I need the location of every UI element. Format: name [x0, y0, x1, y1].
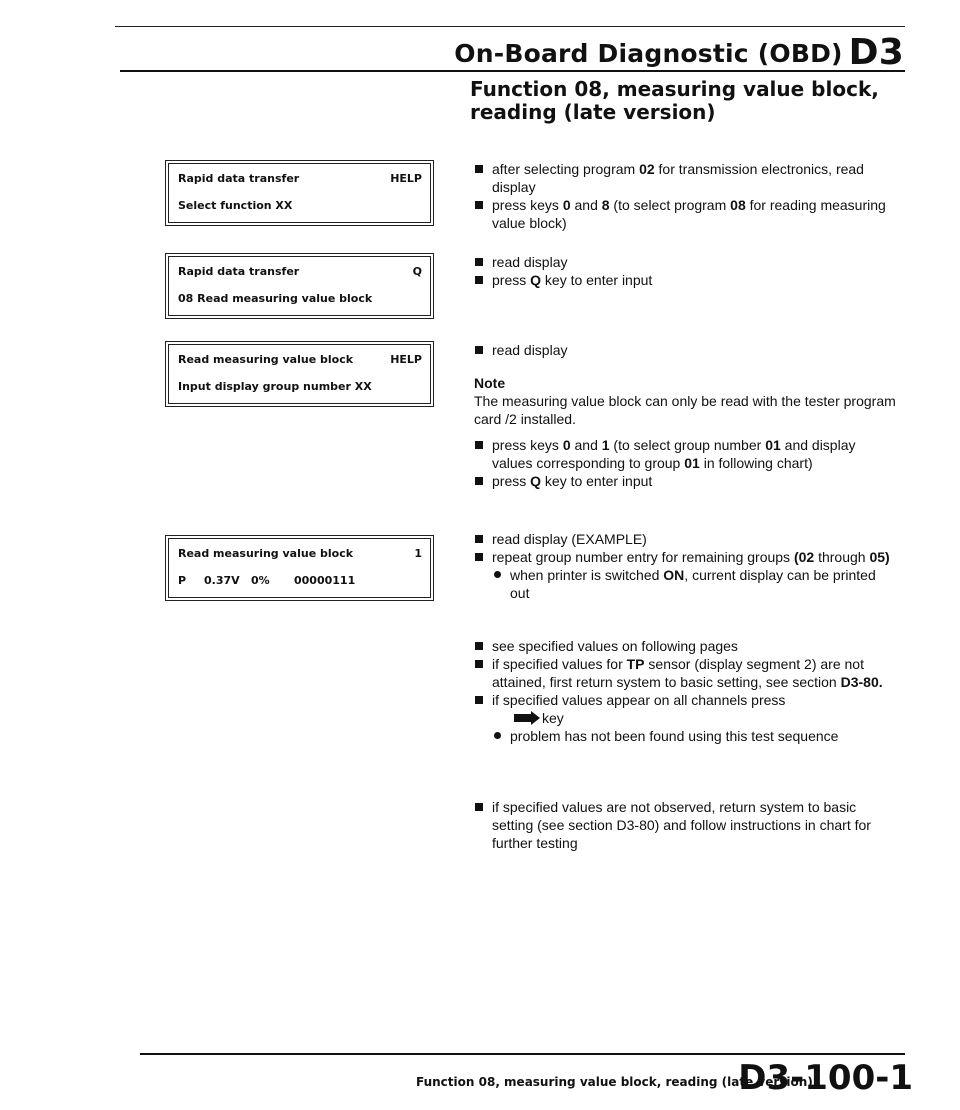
section-title: Function 08, measuring value block, reading (late version) — [470, 77, 879, 124]
display-text: Read measuring value block — [178, 353, 354, 366]
steps-group-3 — [474, 341, 899, 359]
list-item: if specified values for TP sensor (display segment 2) are not attained, first return system to basic setting, see section D3-80. — [474, 655, 899, 691]
display-right-label: HELP — [390, 172, 422, 185]
arrow-key-icon — [514, 713, 540, 723]
list-subitem: when printer is switched ON, current display can be printed out — [474, 566, 899, 602]
list-item: read display — [474, 341, 899, 359]
list-item: press Q key to enter input — [474, 472, 899, 490]
note-title: Note — [474, 375, 506, 391]
footer-rule — [140, 1053, 905, 1055]
list-subitem: problem has not been found using this test sequence — [474, 727, 899, 745]
display-text: Read measuring value block — [178, 547, 354, 560]
header-code: D3 — [848, 32, 904, 73]
display-values-row — [178, 574, 422, 587]
steps-group-5 — [474, 530, 899, 602]
list-item: read display — [474, 253, 899, 271]
display-value: 0.37V — [204, 574, 240, 587]
tester-display-4 — [168, 538, 431, 598]
header-rule — [120, 70, 905, 72]
list-item: after selecting program 02 for transmission electronics, read display — [474, 160, 899, 196]
steps-group-7 — [474, 798, 899, 852]
list-item: see specified values on following pages — [474, 637, 899, 655]
list-item: if specified values are not observed, return system to basic setting (see section D3-80) and follow instructions in chart for further testing — [474, 798, 899, 852]
display-text: Select function XX — [178, 199, 293, 212]
list-item: press keys 0 and 1 (to select group number 01 and display values corresponding to group 01 in following chart) — [474, 436, 899, 472]
display-value: P — [178, 574, 187, 587]
list-item: if specified values appear on all channels press key — [474, 691, 899, 727]
steps-group-2 — [474, 253, 899, 289]
display-text: 08 Read measuring value block — [178, 292, 373, 305]
tester-display-2 — [168, 256, 431, 316]
header-title: On-Board Diagnostic (OBD) — [454, 39, 843, 68]
display-value: 00000111 — [294, 574, 356, 587]
steps-group-6 — [474, 637, 899, 745]
display-text: Input display group number XX — [178, 380, 372, 393]
list-item: press Q key to enter input — [474, 271, 899, 289]
display-text: Rapid data transfer — [178, 265, 300, 278]
list-item: repeat group number entry for remaining groups (02 through 05) — [474, 548, 899, 566]
list-item: press keys 0 and 8 (to select program 08 for reading measuring value block) — [474, 196, 899, 232]
footer-page-code: D3-100-1 — [738, 1058, 913, 1098]
steps-group-1 — [474, 160, 899, 232]
page-header — [454, 32, 904, 73]
note-block — [474, 374, 899, 428]
display-right-label: 1 — [414, 547, 422, 560]
display-value: 0% — [251, 574, 270, 587]
display-right-label: HELP — [390, 353, 422, 366]
display-right-label: Q — [412, 265, 422, 278]
tester-display-1 — [168, 163, 431, 223]
steps-group-4 — [474, 436, 899, 490]
tester-display-3 — [168, 344, 431, 404]
note-text: The measuring value block can only be read with the tester program card /2 installed. — [474, 393, 896, 427]
top-rule — [115, 26, 905, 27]
display-text: Rapid data transfer — [178, 172, 300, 185]
footer-text: Function 08, measuring value block, reading (late version) — [416, 1075, 813, 1089]
list-item: read display (EXAMPLE) — [474, 530, 899, 548]
